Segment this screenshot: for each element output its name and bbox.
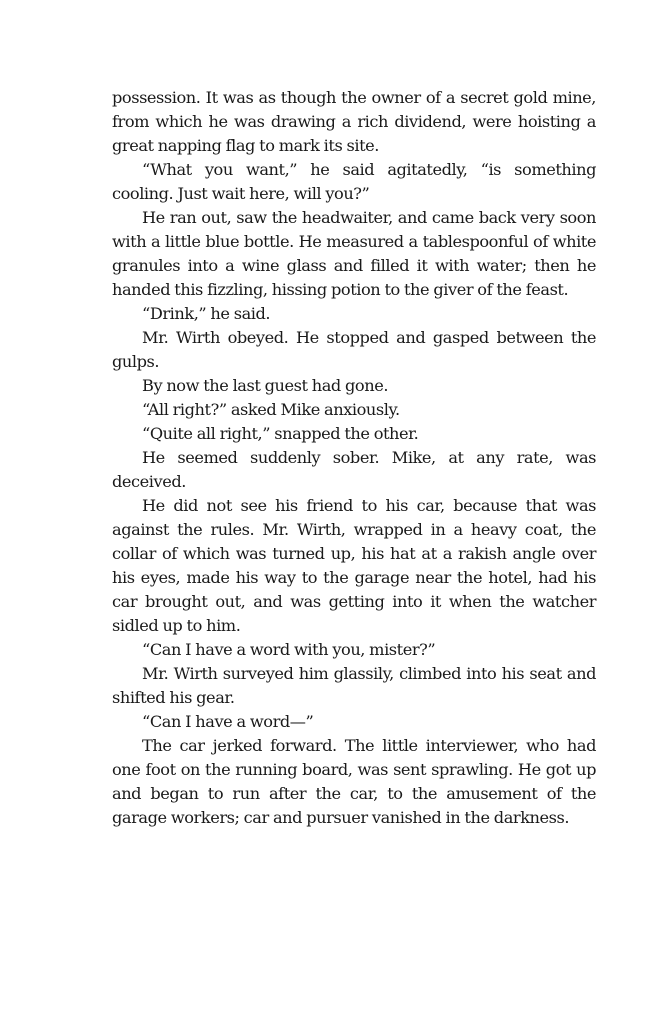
paragraph: possession. It was as though the owner of a secret gold mine, from which he was drawing a rich dividend, were hoisting a great napping flag to mark its site. [112, 88, 596, 155]
page-text-block [112, 86, 596, 830]
paragraph: The car jerked forward. The little interviewer, who had one foot on the running board, was sent sprawling. He got up and began to run after the car, to the amusement of the garage workers; car and pursuer vanished in the darkness. [112, 736, 596, 827]
paragraph: He seemed suddenly sober. Mike, at any rate, was deceived. [112, 448, 596, 491]
paragraph: “Quite all right,” snapped the other. [142, 424, 419, 443]
paragraph: “All right?” asked Mike anxiously. [142, 400, 400, 419]
paragraph: “Drink,” he said. [142, 304, 271, 323]
paragraph: Mr. Wirth obeyed. He stopped and gasped between the gulps. [112, 328, 596, 371]
paragraph: He did not see his friend to his car, because that was against the rules. Mr. Wirth, wrapped in a heavy coat, the collar of which was turned up, his hat at a rakish angle over his eyes, made his way to the garage near the hotel, had his car brought out, and was getting into it when the watcher sidled up to him. [112, 496, 596, 635]
paragraph: By now the last guest had gone. [142, 376, 389, 395]
paragraph: “Can I have a word—” [142, 712, 314, 731]
paragraph: Mr. Wirth surveyed him glassily, climbed into his seat and shifted his gear. [112, 664, 596, 707]
paragraph: He ran out, saw the headwaiter, and came back very soon with a little blue bottle. He measured a tablespoonful of white granules into a wine glass and filled it with water; then he handed this fizzling, hissing potion to the giver of the feast. [112, 208, 596, 299]
paragraph: “What you want,” he said agitatedly, “is something cooling. Just wait here, will you?” [112, 160, 596, 203]
paragraph: “Can I have a word with you, mister?” [142, 640, 436, 659]
